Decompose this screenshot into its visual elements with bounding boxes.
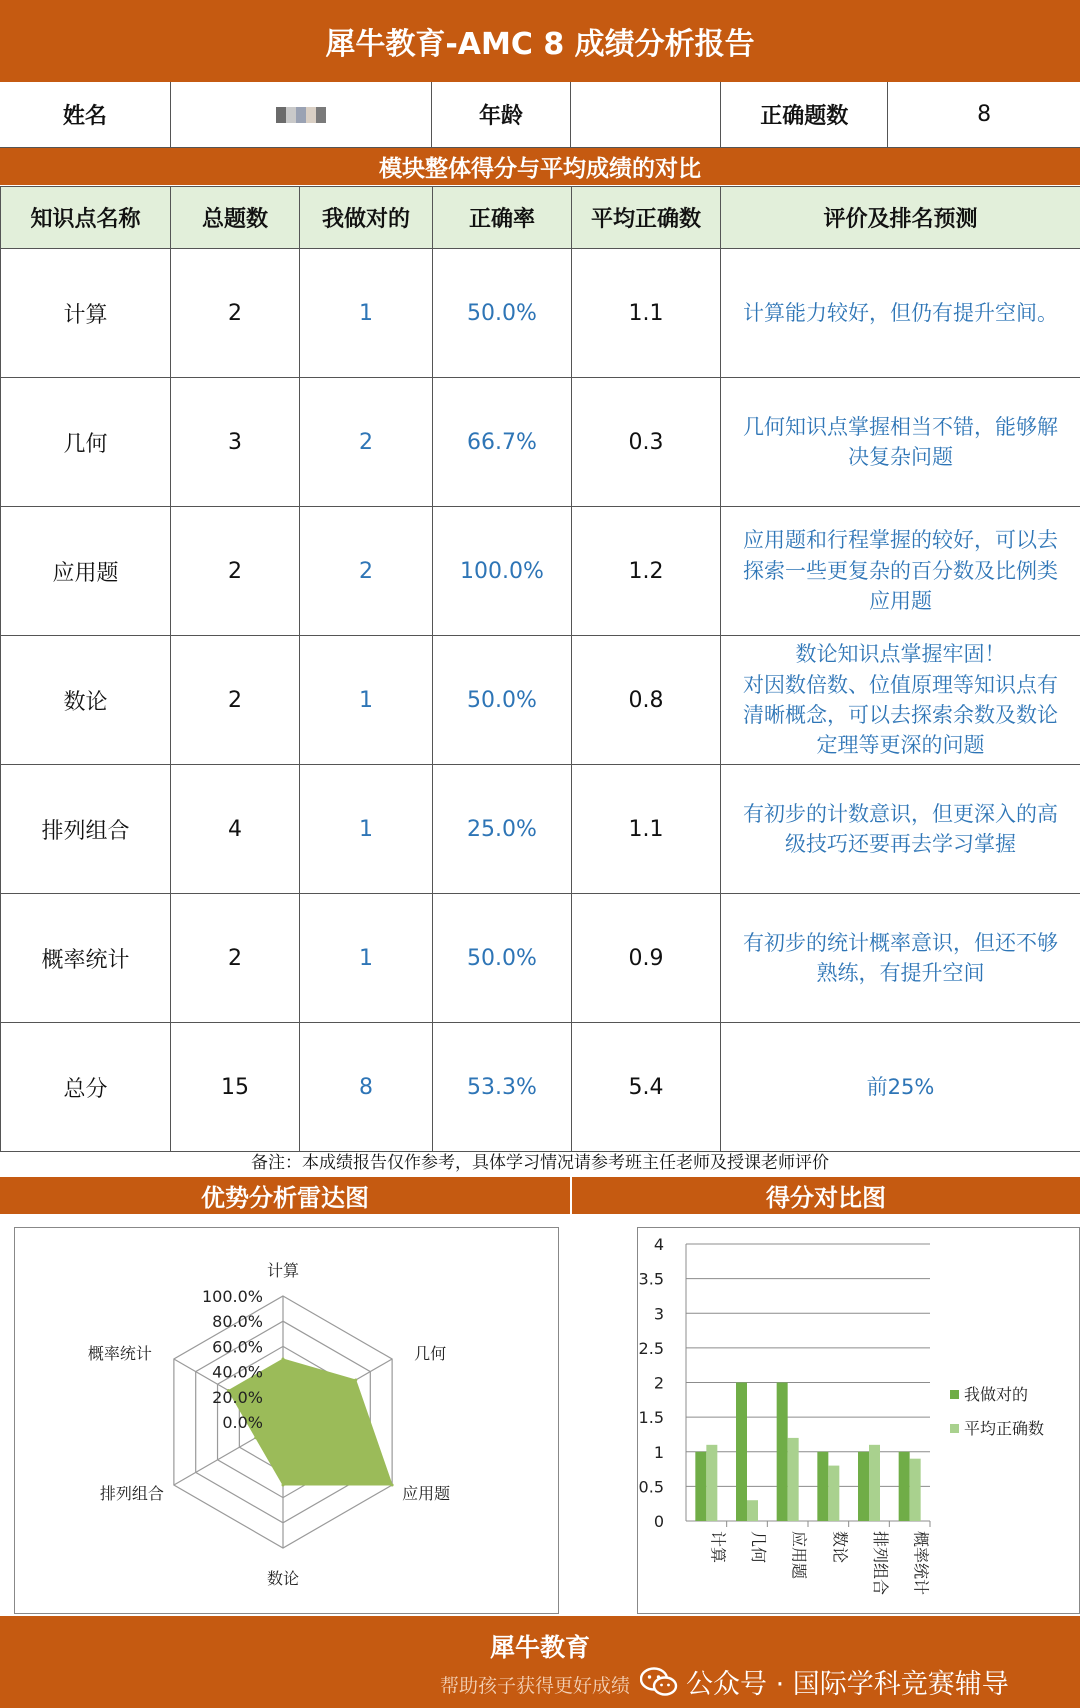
bar-y-tick-label: 4 (653, 1235, 664, 1254)
radar-category-label: 应用题 (402, 1484, 451, 1503)
bar-y-tick-label: 1 (653, 1442, 664, 1462)
topic-cell: 概率统计 (1, 894, 171, 1023)
table-row (1, 1023, 1080, 1152)
evaluation-line: 对因数倍数、位值原理等知识点有 (743, 672, 1058, 697)
bar-chart-svg (638, 1228, 1079, 1613)
radar-category-label: 几何 (414, 1344, 447, 1363)
bar-category-label: 概率统计 (911, 1531, 931, 1596)
bar-y-tick-label: 0.5 (638, 1477, 664, 1497)
average-cell: 1.2 (572, 507, 721, 636)
rate-cell: 50.0% (433, 636, 572, 765)
rate-cell: 50.0% (433, 249, 572, 378)
total-cell: 2 (171, 636, 300, 765)
correct-cell: 1 (300, 765, 433, 894)
report-title: 犀牛教育-AMC 8 成绩分析报告 (0, 0, 1080, 82)
bar (828, 1466, 839, 1521)
name-label: 姓名 (0, 82, 171, 147)
bar-category-label: 几何 (749, 1531, 768, 1564)
bar (817, 1452, 828, 1521)
bar (869, 1445, 880, 1521)
average-cell: 1.1 (572, 249, 721, 378)
bar (706, 1445, 717, 1521)
average-cell: 0.9 (572, 894, 721, 1023)
header-average: 平均正确数 (572, 187, 721, 249)
radar-tick-label: 100.0% (201, 1287, 263, 1306)
wechat-account (640, 1662, 1009, 1701)
radar-category-label: 计算 (266, 1261, 300, 1280)
average-cell: 1.1 (572, 765, 721, 894)
legend-label: 平均正确数 (964, 1419, 1045, 1438)
bar-y-tick-label: 0 (653, 1512, 664, 1531)
topic-cell: 总分 (1, 1023, 171, 1152)
table-body (1, 249, 1080, 1152)
topic-cell: 应用题 (1, 507, 171, 636)
bar-chart (637, 1227, 1080, 1614)
table-row (1, 765, 1080, 894)
bar (910, 1459, 921, 1521)
evaluation-cell (721, 507, 1080, 636)
radar-point (354, 1378, 357, 1381)
bar (858, 1452, 869, 1521)
total-cell: 2 (171, 249, 300, 378)
evaluation-cell (721, 249, 1080, 378)
correct-cell: 1 (300, 636, 433, 765)
evaluation-line: 应用题和行程掌握的较好，可以去 (743, 528, 1058, 553)
bar-category-label: 应用题 (789, 1531, 809, 1580)
evaluation-cell (721, 894, 1080, 1023)
radar-point (254, 1436, 257, 1439)
radar-tick-label: 80.0% (212, 1312, 263, 1332)
evaluation-line: 探索一些更复杂的百分数及比例类 (743, 558, 1058, 583)
correct-cell: 2 (300, 507, 433, 636)
header-rate: 正确率 (433, 187, 572, 249)
table-row (1, 378, 1080, 507)
header-evaluation: 评价及排名预测 (721, 187, 1080, 249)
radar-tick-label: 0.0% (222, 1413, 263, 1432)
total-cell: 3 (171, 378, 300, 507)
evaluation-cell (721, 1023, 1080, 1152)
bar-y-tick-label: 1.5 (638, 1408, 664, 1428)
radar-chart-svg (15, 1228, 558, 1613)
evaluation-line: 有初步的计数意识，但更深入的高 (743, 801, 1058, 826)
evaluation-line: 级技巧还要再去学习掌握 (785, 832, 1016, 856)
correct-cell: 8 (300, 1023, 433, 1152)
table-row (1, 894, 1080, 1023)
title-divider (570, 1177, 572, 1214)
total-cell: 2 (171, 894, 300, 1023)
evaluation-line: 熟练，有提升空间 (816, 961, 985, 985)
bar (747, 1500, 758, 1521)
radar-point (282, 1358, 285, 1361)
wechat-text: 公众号 · 国际学科竞赛辅导 (686, 1669, 1009, 1700)
age-label: 年龄 (432, 82, 572, 147)
footer (0, 1616, 1080, 1708)
topic-cell: 计算 (1, 249, 171, 378)
correct-cell: 1 (300, 249, 433, 378)
radar-chart-title: 优势分析雷达图 (0, 1177, 570, 1214)
radar-category-label: 数论 (266, 1569, 300, 1588)
evaluation-line: 前25% (866, 1074, 935, 1099)
bar-y-tick-label: 3.5 (638, 1269, 664, 1289)
correct-cell: 2 (300, 378, 433, 507)
total-cell: 2 (171, 507, 300, 636)
header-correct: 我做对的 (300, 187, 433, 249)
table-row (1, 249, 1080, 378)
legend-label: 我做对的 (964, 1385, 1029, 1404)
rate-cell: 66.7% (433, 378, 572, 507)
rate-cell: 25.0% (433, 765, 572, 894)
evaluation-cell (721, 378, 1080, 507)
average-cell: 5.4 (572, 1023, 721, 1152)
header-topic: 知识点名称 (1, 187, 171, 249)
correct-cell: 1 (300, 894, 433, 1023)
wechat-icon (640, 1667, 678, 1697)
bar-category-label: 计算 (708, 1531, 728, 1564)
bar (788, 1438, 799, 1521)
section-title: 模块整体得分与平均成绩的对比 (0, 148, 1080, 185)
radar-chart (14, 1227, 559, 1614)
bar-chart-title: 得分对比图 (572, 1177, 1080, 1214)
radar-tick-label: 60.0% (212, 1337, 263, 1357)
bar-y-tick-label: 3 (653, 1304, 664, 1324)
table-row (1, 636, 1080, 765)
correct-count-label: 正确题数 (721, 82, 888, 147)
bar-category-label: 排列组合 (871, 1531, 890, 1596)
name-value (171, 82, 432, 147)
bar (695, 1452, 706, 1521)
evaluation-line: 清晰概念，可以去探索余数及数论 (743, 703, 1058, 727)
evaluation-line: 几何知识点掌握相当不错，能够解 (743, 414, 1058, 439)
legend-swatch (950, 1390, 959, 1399)
report-note: 备注：本成绩报告仅作参考，具体学习情况请参考班主任老师及授课老师评价 (251, 1153, 829, 1173)
age-value (571, 82, 721, 147)
header-total: 总题数 (171, 187, 300, 249)
average-cell: 0.3 (572, 378, 721, 507)
rate-cell: 100.0% (433, 507, 572, 636)
correct-count-value: 8 (977, 102, 992, 127)
legend-swatch (950, 1424, 959, 1433)
evaluation-cell (721, 636, 1080, 765)
table-header-row (1, 187, 1080, 249)
footer-slogan: 帮助孩子获得更好成绩 (440, 1675, 631, 1697)
topic-cell: 排列组合 (1, 765, 171, 894)
radar-tick-label: 40.0% (212, 1362, 263, 1382)
evaluation-line: 数论知识点掌握牢固！ (795, 642, 1006, 667)
radar-point (282, 1484, 285, 1487)
bar-y-tick-label: 2.5 (638, 1338, 664, 1358)
evaluation-line: 决复杂问题 (848, 445, 953, 469)
evaluation-line: 有初步的统计概率意识，但还不够 (743, 930, 1058, 955)
evaluation-line: 应用题 (869, 589, 932, 614)
total-cell: 4 (171, 765, 300, 894)
evaluation-cell (721, 765, 1080, 894)
student-info-row (0, 82, 1080, 148)
bar-category-label: 数论 (830, 1531, 850, 1564)
evaluation-line: 计算能力较好，但仍有提升空间。 (743, 300, 1058, 325)
total-cell: 15 (171, 1023, 300, 1152)
radar-category-label: 排列组合 (99, 1484, 164, 1503)
topic-cell: 数论 (1, 636, 171, 765)
name-redacted (276, 107, 326, 123)
score-table (0, 186, 1080, 1152)
bar (899, 1452, 910, 1521)
average-cell: 0.8 (572, 636, 721, 765)
bar (736, 1383, 747, 1522)
topic-cell: 几何 (1, 378, 171, 507)
table-row (1, 507, 1080, 636)
radar-category-label: 概率统计 (87, 1344, 152, 1363)
bar-y-tick-label: 2 (653, 1373, 664, 1393)
rate-cell: 50.0% (433, 894, 572, 1023)
footer-brand: 犀牛教育 (489, 1633, 590, 1662)
rate-cell: 53.3% (433, 1023, 572, 1152)
bar (777, 1383, 788, 1522)
evaluation-line: 定理等更深的问题 (816, 733, 985, 758)
radar-tick-label: 20.0% (212, 1387, 263, 1407)
radar-point (391, 1484, 394, 1487)
